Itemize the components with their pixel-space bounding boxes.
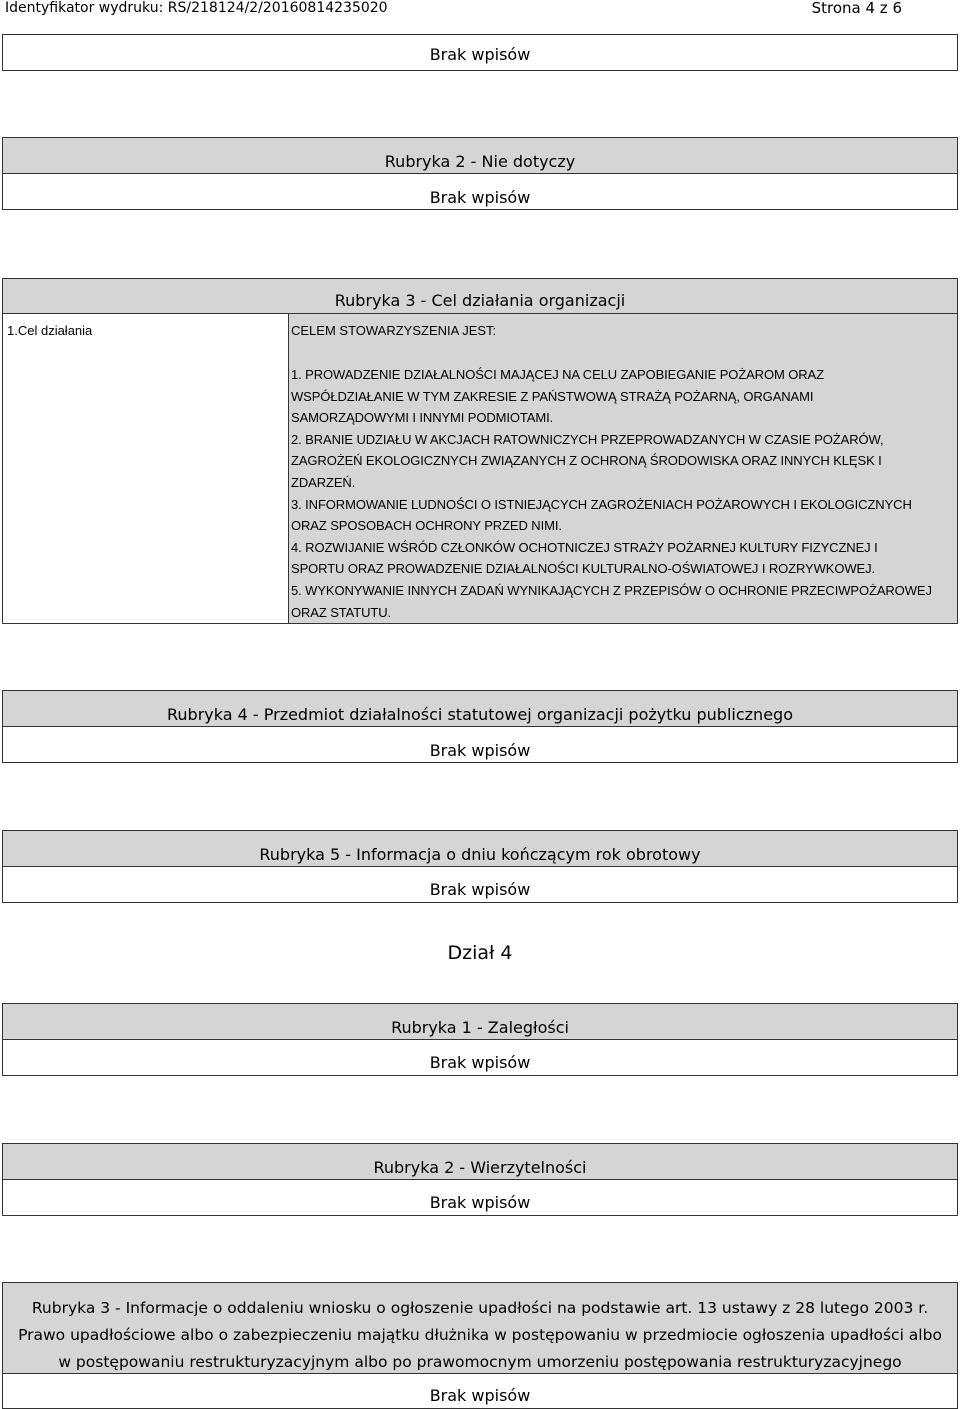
no-entries-text: Brak wpisów bbox=[429, 741, 531, 760]
goal-line: WSPÓŁDZIAŁANIE W TYM ZAKRESIE Z PAŃSTWOWĄ STRAŻĄ POŻARNĄ, ORGANAMI bbox=[291, 388, 814, 404]
no-entries-text: Brak wpisów bbox=[429, 1053, 531, 1072]
d4-rubryka1-title: Rubryka 1 - Zaległości bbox=[391, 1018, 569, 1037]
rubryka4-body bbox=[2, 726, 958, 763]
goal-line: 1. PROWADZENIE DZIAŁALNOŚCI MAJĄCEJ NA CELU ZAPOBIEGANIE POŻAROM ORAZ bbox=[291, 367, 824, 382]
dzial4-title: Dział 4 bbox=[447, 942, 513, 964]
rubryka5-title: Rubryka 5 - Informacja o dniu kończącym rok obrotowy bbox=[259, 845, 701, 864]
no-entries-text: Brak wpisów bbox=[429, 880, 531, 899]
rubryka5-body bbox=[2, 866, 958, 903]
d4-rubryka3-body bbox=[2, 1373, 958, 1409]
d4-rubryka3-title-line: w postępowaniu restrukturyzacyjnym albo po prawomocnym umorzeniu postępowania restrukturyzacyjnego bbox=[58, 1353, 902, 1371]
cel-intro: CELEM STOWARZYSZENIA JEST: bbox=[291, 323, 497, 338]
d4-rubryka3-title-line: Prawo upadłościowe albo o zabezpieczeniu majątku dłużnika w postępowaniu w przedmiocie ogłoszenia upadłości albo bbox=[18, 1326, 942, 1344]
d4-rubryka3-title-line: Rubryka 3 - Informacje o oddaleniu wniosku o ogłoszenie upadłości na podstawie art. 13 ustawy z 28 lutego 2003 r. bbox=[31, 1299, 929, 1317]
print-identifier: Identyfikator wydruku: RS/218124/2/20160814235020 bbox=[5, 0, 388, 16]
d4-rubryka1-body bbox=[2, 1039, 958, 1076]
d4-rubryka3-title bbox=[3, 1295, 957, 1376]
no-entries-text: Brak wpisów bbox=[429, 188, 531, 207]
rubryka2-title: Rubryka 2 - Nie dotyczy bbox=[384, 152, 576, 171]
goal-line: ORAZ SPOSOBACH OCHRONY PRZED NIMI. bbox=[291, 518, 562, 534]
rubryka4-title: Rubryka 4 - Przedmiot działalności statutowej organizacji pożytku publicznego bbox=[167, 705, 793, 724]
rubryka2-body bbox=[2, 173, 958, 210]
goal-line: ZDARZEŃ. bbox=[291, 474, 356, 490]
cel-label-cell bbox=[3, 314, 289, 623]
goal-line: ZAGROŻEŃ EKOLOGICZNYCH ZWIĄZANYCH Z OCHRONĄ ŚRODOWISKA ORAZ INNYCH KLĘSK I bbox=[291, 453, 882, 469]
d4-rubryka1-header bbox=[2, 1003, 958, 1040]
rubryka4-header bbox=[2, 690, 958, 727]
section-top-box bbox=[2, 34, 958, 71]
cel-goals bbox=[291, 364, 956, 623]
goal-line: SAMORZĄDOWYMI I INNYMI PODMIOTAMI. bbox=[291, 410, 554, 426]
rubryka3-title: Rubryka 3 - Cel działania organizacji bbox=[334, 291, 626, 310]
d4-rubryka2-body bbox=[2, 1179, 958, 1216]
goal-line: ORAZ STATUTU. bbox=[291, 604, 392, 620]
goal-line: 3. INFORMOWANIE LUDNOŚCI O ISTNIEJĄCYCH ZAGROŻENIACH POŻAROWYCH I EKOLOGICZNYCH bbox=[291, 496, 912, 512]
goal-line: 4. ROZWIJANIE WŚRÓD CZŁONKÓW OCHOTNICZEJ STRAŻY POŻARNEJ KULTURY FIZYCZNEJ I bbox=[291, 539, 878, 555]
page-number: Strona 4 z 6 bbox=[811, 0, 902, 17]
cel-label: 1.Cel działania bbox=[7, 323, 93, 338]
d4-rubryka2-header bbox=[2, 1143, 958, 1180]
d4-rubryka2-title: Rubryka 2 - Wierzytelności bbox=[373, 1158, 587, 1177]
rubryka5-header bbox=[2, 830, 958, 867]
rubryka3-header bbox=[2, 278, 958, 314]
no-entries-text: Brak wpisów bbox=[429, 1193, 531, 1212]
goal-line: 2. BRANIE UDZIAŁU W AKCJACH RATOWNICZYCH PRZEPROWADZANYCH W CZASIE POŻARÓW, bbox=[291, 431, 884, 447]
goal-line: 5. WYKONYWANIE INNYCH ZADAŃ WYNIKAJĄCYCH Z PRZEPISÓW O OCHRONIE PRZECIWPOŻAROWEJ bbox=[291, 582, 932, 598]
no-entries-text: Brak wpisów bbox=[429, 45, 531, 64]
no-entries-text: Brak wpisów bbox=[429, 1386, 531, 1405]
goal-line: SPORTU ORAZ PROWADZENIE DZIAŁALNOŚCI KULTURALNO-OŚWIATOWEJ I ROZRYWKOWEJ. bbox=[291, 561, 876, 577]
rubryka2-header bbox=[2, 137, 958, 174]
d4-rubryka3-header bbox=[2, 1282, 958, 1374]
